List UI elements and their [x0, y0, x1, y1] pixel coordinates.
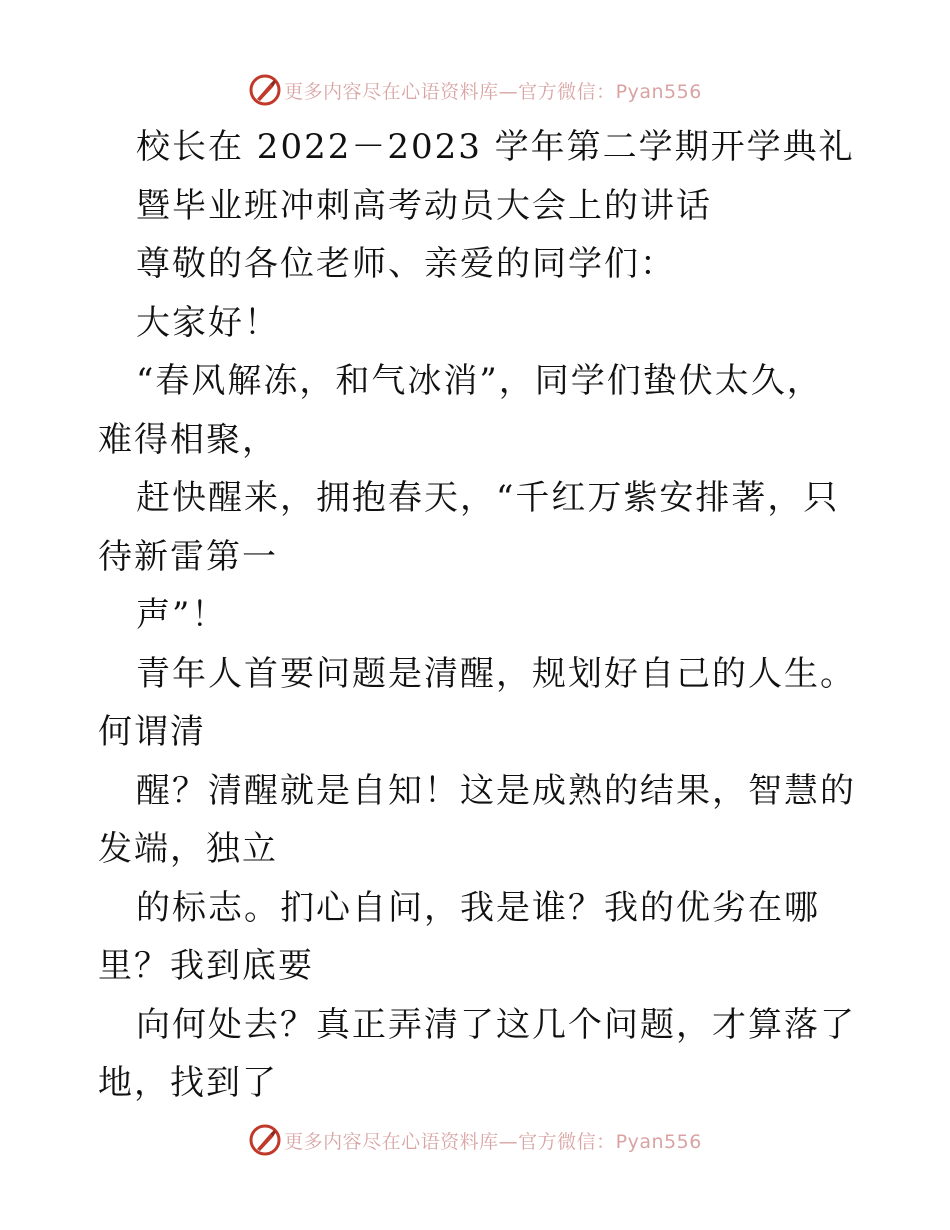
greeting: 大家好！	[136, 302, 280, 343]
header-watermark-banner	[0, 70, 950, 110]
document-body	[98, 118, 858, 1113]
salutation: 尊敬的各位老师、亲爱的同学们：	[136, 244, 676, 284]
paragraph-4: 青年人首要问题是清醒，规划好自己的人生。何谓清	[98, 653, 856, 752]
footer-watermark-banner	[0, 1120, 950, 1160]
pen-seal-logo-icon	[248, 1123, 282, 1157]
pen-seal-logo-icon	[248, 73, 282, 107]
watermark-text: 更多内容尽在心语资料库—官方微信：Pyan556	[284, 80, 702, 103]
watermark-text: 更多内容尽在心语资料库—官方微信：Pyan556	[284, 1130, 702, 1153]
title-line-1: 校长在 2022－2023 学年第二学期开学典礼	[136, 127, 855, 167]
paragraph-3: 声”！	[136, 595, 228, 635]
title-line-2: 暨毕业班冲刺高考动员大会上的讲话	[136, 185, 712, 226]
paragraph-5: 醒？清醒就是自知！这是成熟的结果，智慧的发端，独立	[98, 770, 856, 869]
paragraph-1: “春风解冻，和气冰消”，同学们蛰伏太久，难得相聚，	[98, 361, 823, 460]
paragraph-2: 赶快醒来，拥抱春天，“千红万紫安排著，只待新雷第一	[98, 478, 840, 577]
paragraph-7: 向何处去？真正弄清了这几个问题，才算落了地，找到了	[98, 1004, 856, 1103]
paragraph-6: 的标志。扪心自问，我是谁？我的优劣在哪里？我到底要	[98, 887, 820, 986]
